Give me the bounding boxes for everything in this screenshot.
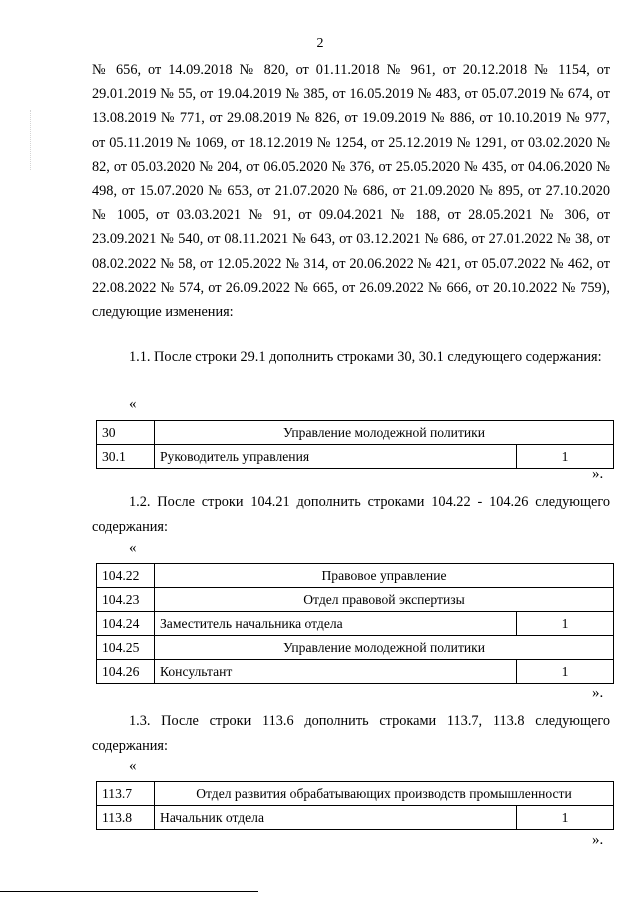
row-number: 30 (97, 421, 155, 445)
row-heading: Управление молодежной политики (155, 421, 614, 445)
row-position: Начальник отдела (155, 806, 517, 830)
row-position: Консультант (155, 660, 517, 684)
table-row (97, 636, 614, 660)
row-value: 1 (517, 612, 614, 636)
table-row (97, 806, 614, 830)
page-number: 2 (316, 36, 324, 51)
table-row (97, 588, 614, 612)
amendment-table-2 (96, 563, 614, 684)
row-number: 104.26 (97, 660, 155, 684)
quote-close-mark: ». (592, 832, 604, 848)
amendment-table-1 (96, 420, 614, 469)
table-row (97, 564, 614, 588)
row-number: 104.22 (97, 564, 155, 588)
clause-1-1-intro: 1.1. После строки 29.1 дополнить строками 30, 30.1 следующего содержания: (129, 349, 602, 365)
row-heading: Отдел правовой экспертизы (155, 588, 614, 612)
table-row (97, 782, 614, 806)
row-position: Руководитель управления (155, 445, 517, 469)
row-value: 1 (517, 660, 614, 684)
row-value: 1 (517, 445, 614, 469)
footer-rule (0, 891, 258, 892)
table-row (97, 612, 614, 636)
quote-open-mark: « (129, 758, 137, 774)
row-number: 104.25 (97, 636, 155, 660)
table-row (97, 421, 614, 445)
row-number: 104.23 (97, 588, 155, 612)
row-position: Заместитель начальника отдела (155, 612, 517, 636)
table-row (97, 660, 614, 684)
quote-open-mark: « (129, 540, 137, 556)
quote-close-mark: ». (592, 466, 604, 482)
clause-1-3-intro: 1.3. После строки 113.6 дополнить строками 113.7, 113.8 следующего содержания: (92, 713, 610, 754)
row-number: 104.24 (97, 612, 155, 636)
quote-open-mark: « (129, 396, 137, 412)
margin-mark (30, 110, 31, 170)
row-heading: Отдел развития обрабатывающих производств промышленности (155, 782, 614, 806)
body-paragraph: № 656, от 14.09.2018 № 820, от 01.11.2018 № 961, от 20.12.2018 № 1154, от 29.01.2019 № 55, от 19.04.2019 № 385, от 16.05.2019 № 483, от 05.07.2019 № 674, от 13.08.2019 № 771, от 29.08.2019 № 826, от 19.09.2019 № 886, от 10.10.2019 № 977, от 05.11.2019 № 1069, от 18.12.2019 № 1254, от 25.12.2019 № 1291, от 03.02.2020 № 82, от 05.03.2020 № 204, от 06.05.2020 № 376, от 25.05.2020 № 435, от 04.06.2020 № 498, от 15.07.2020 № 653, от 21.07.2020 № 686, от 21.09.2020 № 895, от 27.10.2020 № 1005, от 03.03.2021 № 91, от 09.04.2021 № 188, от 28.05.2021 № 306, от 23.09.2021 № 540, от 08.11.2021 № 643, от 03.12.2021 № 686, от 27.01.2022 № 38, от 08.02.2022 № 58, от 12.05.2022 № 314, от 20.06.2022 № 421, от 05.07.2022 № 462, от 22.08.2022 № 574, от 26.09.2022 № 665, от 26.09.2022 № 666, от 20.10.2022 № 759), следующие изменения: (92, 62, 610, 321)
clause-1-2-intro: 1.2. После строки 104.21 дополнить строками 104.22 - 104.26 следующего содержания: (92, 494, 610, 535)
table-row (97, 445, 614, 469)
row-heading: Правовое управление (155, 564, 614, 588)
row-value: 1 (517, 806, 614, 830)
quote-close-mark: ». (592, 685, 604, 701)
row-heading: Управление молодежной политики (155, 636, 614, 660)
row-number: 30.1 (97, 445, 155, 469)
amendment-table-3 (96, 781, 614, 830)
row-number: 113.8 (97, 806, 155, 830)
row-number: 113.7 (97, 782, 155, 806)
